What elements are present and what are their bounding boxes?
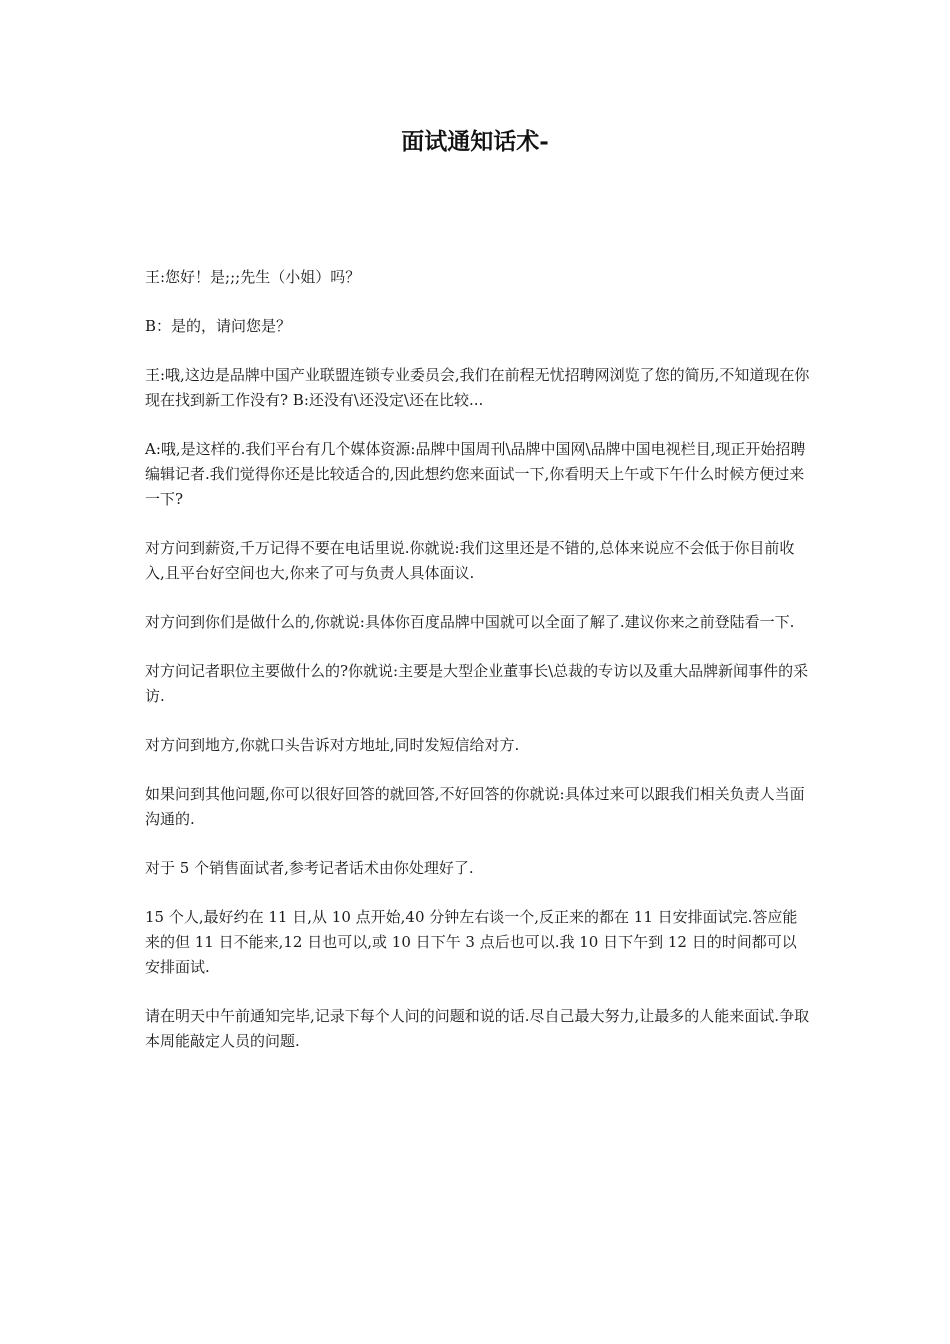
paragraph-introduction: 王:哦,这边是品牌中国产业联盟连锁专业委员会,我们在前程无忧招聘网浏览了您的简历,不知道现在你现在找到新工作没有? B:还没有\还没定\还在比较... [145,366,810,409]
paragraph-greeting: 王:您好！是;;;先生（小姐）吗？ [145,268,361,286]
paragraph-reporter-role: 对方问记者职位主要做什么的?你就说:主要是大型企业董事长\总裁的专访以及重大品牌新闻事件的采访. [145,662,809,705]
paragraph-other-questions: 如果问到其他问题,你可以很好回答的就回答,不好回答的你就说:具体过来可以跟我们相关负责人当面沟通的. [145,785,805,828]
document-body [145,265,810,1078]
paragraph-invitation: A:哦,是这样的.我们平台有几个媒体资源:品牌中国周刊\品牌中国网\品牌中国电视栏目,现正开始招聘编辑记者.我们觉得你还是比较适合的,因此想约您来面试一下,你看明天上午或下午什么时候方便过来一下? [145,440,806,508]
paragraph-deadline: 请在明天中午前通知完毕,记录下每个人问的问题和说的话.尽自己最大努力,让最多的人能来面试.争取本周能敲定人员的问题. [145,1007,810,1050]
paragraph-reply: B：是的，请问您是？ [145,317,292,335]
paragraph-company-info: 对方问到你们是做什么的,你就说:具体你百度品牌中国就可以全面了解了.建议你来之前登陆看一下. [145,613,795,631]
paragraph-salary: 对方问到薪资,千万记得不要在电话里说.你就说:我们这里还是不错的,总体来说应不会低于你目前收入,且平台好空间也大,你来了可与负责人具体面议. [145,539,795,582]
paragraph-sales-candidates: 对于 5 个销售面试者,参考记者话术由你处理好了. [145,859,474,877]
paragraph-schedule: 15 个人,最好约在 11 日,从 10 点开始,40 分钟左右谈一个,反正来的都在 11 日安排面试完.答应能来的但 11 日不能来,12 日也可以,或 10 日下午 3 点后也可以.我 10 日下午到 12 日的时间都可以安排面试. [145,908,798,976]
paragraph-address: 对方问到地方,你就口头告诉对方地址,同时发短信给对方. [145,736,520,754]
page-title: 面试通知话术- [401,128,549,155]
